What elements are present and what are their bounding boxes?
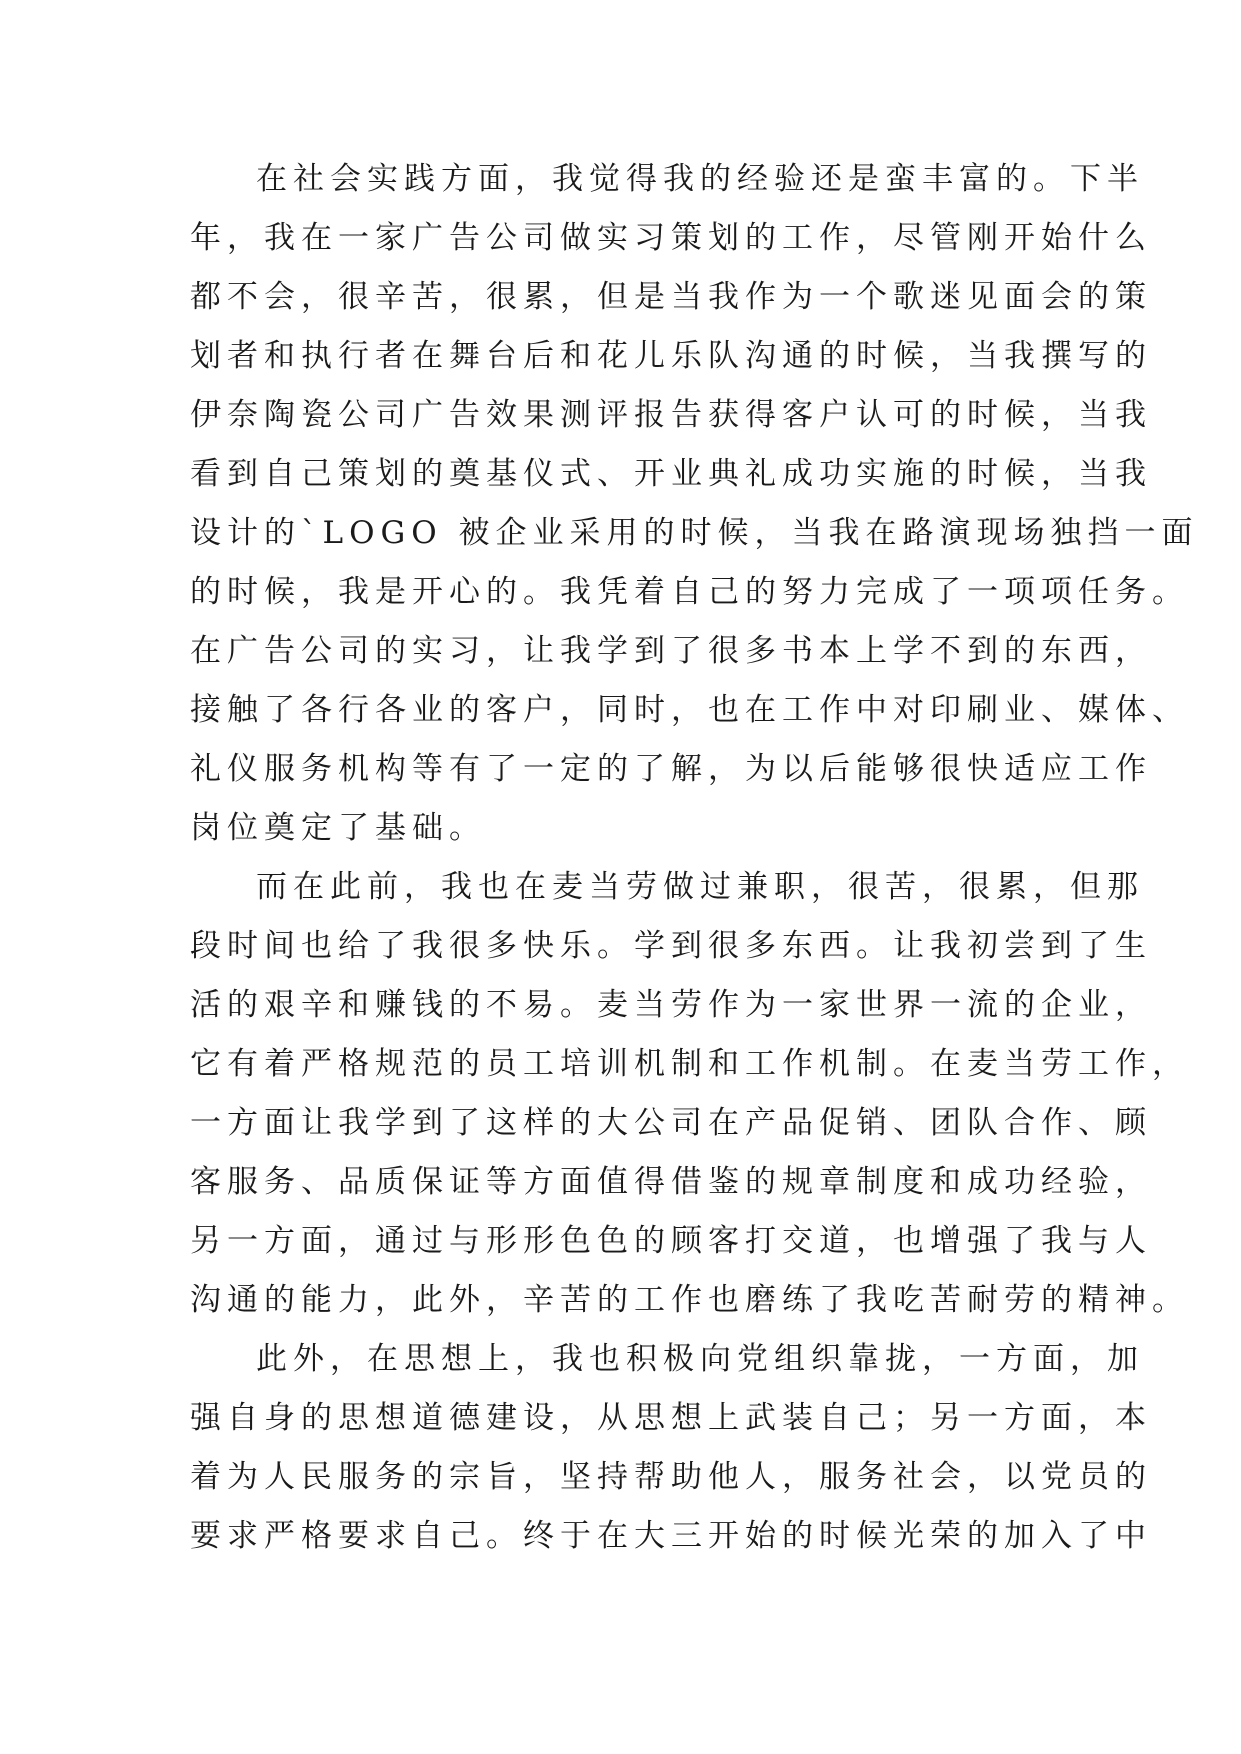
paragraph-3-line: 此外，在思想上，我也积极向党组织靠拢，一方面，加 <box>256 1341 1144 1377</box>
paragraph-2-line: 客服务、品质保证等方面值得借鉴的规章制度和成功经验， <box>190 1164 1152 1200</box>
paragraph-3-line: 强自身的思想道德建设，从思想上武装自己；另一方面，本 <box>190 1400 1152 1436</box>
body-text <box>190 150 1199 1566</box>
paragraph-1-line: 划者和执行者在舞台后和花儿乐队沟通的时候，当我撰写的 <box>190 338 1152 374</box>
paragraph-1-line: 看到自己策划的奠基仪式、开业典礼成功实施的时候，当我 <box>190 456 1152 492</box>
paragraph-1-line: 的时候，我是开心的。我凭着自己的努力完成了一项项任务。 <box>190 574 1189 610</box>
paragraph-1-line: 在社会实践方面，我觉得我的经验还是蛮丰富的。下半 <box>256 161 1144 197</box>
paragraph-1-line: 都不会，很辛苦，很累，但是当我作为一个歌迷见面会的策 <box>190 279 1152 315</box>
paragraph-1-line: 礼仪服务机构等有了一定的了解，为以后能够很快适应工作 <box>190 751 1152 787</box>
paragraph-1-line: 伊奈陶瓷公司广告效果测评报告获得客户认可的时候，当我 <box>190 397 1152 433</box>
paragraph-2-line: 沟通的能力，此外，辛苦的工作也磨练了我吃苦耐劳的精神。 <box>190 1282 1189 1318</box>
paragraph-3-line: 要求严格要求自己。终于在大三开始的时候光荣的加入了中 <box>190 1518 1152 1554</box>
paragraph-2-line: 段时间也给了我很多快乐。学到很多东西。让我初尝到了生 <box>190 928 1152 964</box>
paragraph-1-line: 岗位奠定了基础。 <box>190 810 486 846</box>
paragraph-1-line: 年，我在一家广告公司做实习策划的工作，尽管刚开始什么 <box>190 220 1152 256</box>
paragraph-2-line: 一方面让我学到了这样的大公司在产品促销、团队合作、顾 <box>190 1105 1152 1141</box>
paragraph-2-line: 而在此前，我也在麦当劳做过兼职，很苦，很累，但那 <box>256 869 1144 905</box>
paragraph-1-line: 在广告公司的实习，让我学到了很多书本上学不到的东西， <box>190 633 1152 669</box>
paragraph-1-line: 设计的`LOGO 被企业采用的时候，当我在路演现场独挡一面 <box>190 515 1199 551</box>
paragraph-2-line: 活的艰辛和赚钱的不易。麦当劳作为一家世界一流的企业， <box>190 987 1152 1023</box>
paragraph-2-line: 另一方面，通过与形形色色的顾客打交道，也增强了我与人 <box>190 1223 1152 1259</box>
paragraph-2-line: 它有着严格规范的员工培训机制和工作机制。在麦当劳工作， <box>190 1046 1189 1082</box>
paragraph-1-line: 接触了各行各业的客户，同时，也在工作中对印刷业、媒体、 <box>190 692 1189 728</box>
paragraph-3-line: 着为人民服务的宗旨，坚持帮助他人，服务社会，以党员的 <box>190 1459 1152 1495</box>
